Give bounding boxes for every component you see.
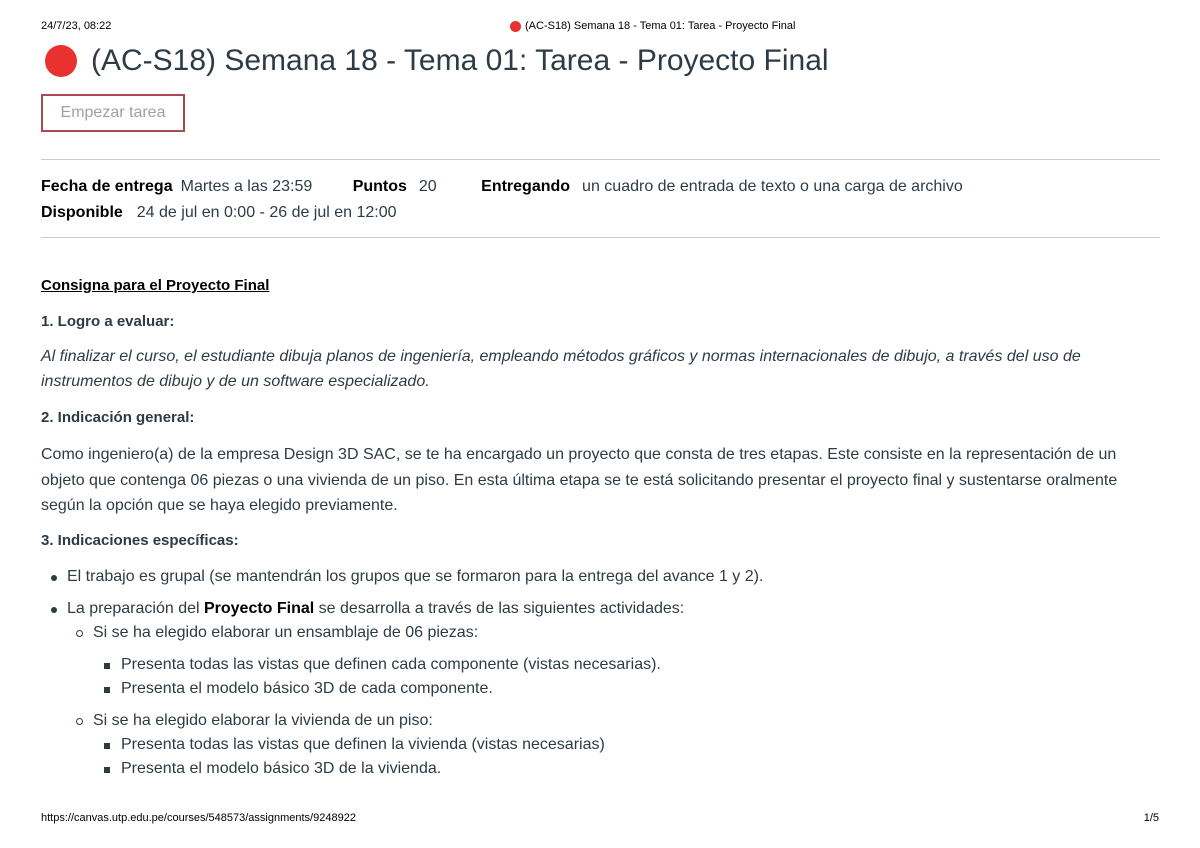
list-item-text: Presenta todas las vistas que definen cada componente (vistas necesarias). [121,655,661,673]
list-item [41,677,1160,701]
logro-text: Al finalizar el curso, el estudiante dibuja planos de ingeniería, empleando métodos gráficos y normas internacionales de dibujo, a través del uso de instrumentos de dibujo y de un software especializado. [41,348,1081,390]
divider [41,159,1160,160]
section-heading-logro: 1. Logro a evaluar: [41,313,175,330]
points-value: 20 [418,178,437,195]
section-heading-especificas: 3. Indicaciones específicas: [41,531,239,549]
specific-list [41,565,1160,781]
list-item-text: se desarrolla a través de las siguientes actividades: [314,599,685,617]
divider [41,237,1160,238]
list-item [41,709,1160,733]
points-label: Puntos [352,178,407,195]
consigna-heading: Consigna para el Proyecto Final [41,277,270,294]
list-item [41,653,1160,677]
section-heading-indicacion: 2. Indicación general: [41,409,195,426]
details-row-2 [41,204,397,222]
start-assignment-button[interactable]: Empezar tarea [41,94,185,132]
print-doc-title-text: (AC-S18) Semana 18 - Tema 01: Tarea - Proyecto Final [525,20,796,32]
list-item-bold: Proyecto Final [203,599,315,617]
list-item [41,621,1160,645]
list-item-text: Si se ha elegido elaborar la vivienda de un piso: [93,711,433,729]
list-item-text: La preparación del [67,599,204,617]
page-title: (AC-S18) Semana 18 - Tema 01: Tarea - Proyecto Final [91,44,829,77]
list-item [41,565,1160,589]
details-row-1 [41,178,963,196]
available-value: 24 de jul en 0:00 - 26 de jul en 12:00 [136,204,397,221]
print-header [0,20,1200,36]
submitting-value: un cuadro de entrada de texto o una carga de archivo [582,178,963,195]
list-item [41,597,1160,621]
print-datetime: 24/7/23, 08:22 [41,20,112,32]
due-label: Fecha de entrega [41,178,173,195]
list-item-text: Presenta el modelo básico 3D de la vivienda. [121,759,442,777]
list-item-text: Si se ha elegido elaborar un ensamblaje de 06 piezas: [93,623,479,641]
submitting-label: Entregando [481,178,571,195]
page-number: 1/5 [1143,812,1159,824]
list-item-text: Presenta todas las vistas que definen la vivienda (vistas necesarias) [121,735,605,753]
list-item [41,733,1160,757]
print-url: https://canvas.utp.edu.pe/courses/548573/assignments/9248922 [41,812,356,824]
status-dot-icon [510,21,521,32]
status-dot-icon [45,45,77,77]
print-doc-title [510,20,795,32]
list-item-text: Presenta el modelo básico 3D de cada componente. [121,679,493,697]
indicacion-text: Como ingeniero(a) de la empresa Design 3D SAC, se te ha encargado un proyecto que consta de tres etapas. Este consiste en la representación de un objeto que contenga 06 piezas o una vivienda de un piso. En esta última etapa se te está solicitando presentar el proyecto final y sustentarse oralmente según la opción que se haya elegido previamente. [41,446,1118,514]
available-label: Disponible [41,204,123,221]
list-item [41,757,1160,781]
assignment-title-row [45,44,829,78]
assignment-description [41,274,1160,781]
list-item-text: El trabajo es grupal (se mantendrán los grupos que se formaron para la entrega del avance 1 y 2). [67,567,764,585]
due-value: Martes a las 23:59 [180,178,313,195]
